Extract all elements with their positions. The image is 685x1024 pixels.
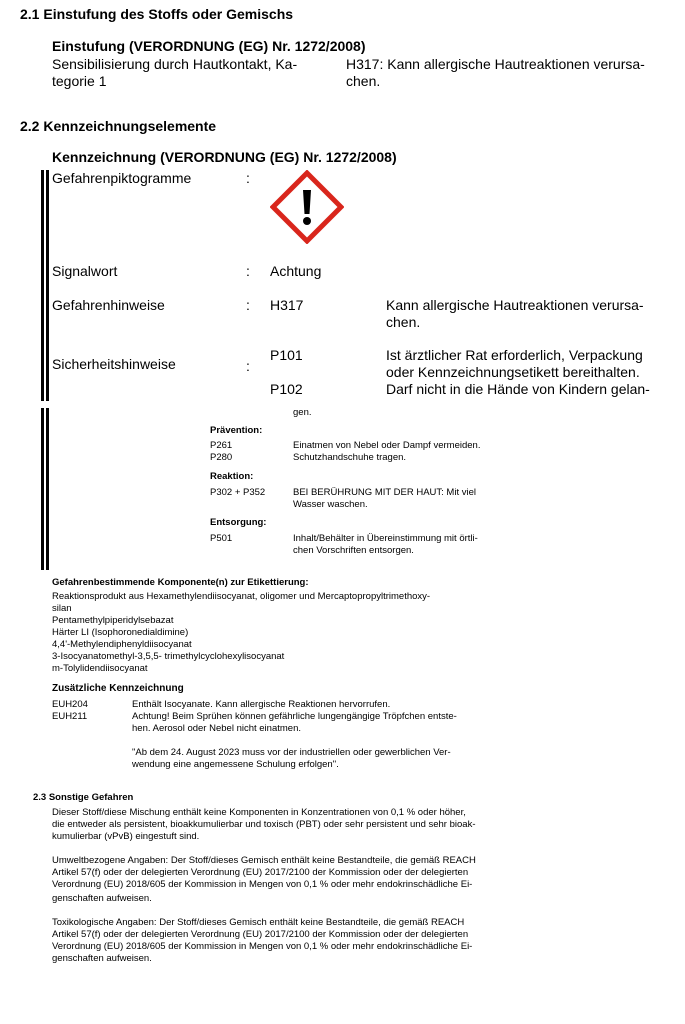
prevention-heading: Prävention: bbox=[210, 425, 263, 436]
component-item: 4,4'-Methylendiphenyldiisocyanat bbox=[52, 639, 192, 650]
p101-code: P101 bbox=[270, 347, 303, 363]
toxicology-paragraph-line: Verordnung (EU) 2018/605 der Kommission in Mengen von 0,1 % oder mehr endokrinschädliche Ei- bbox=[52, 941, 473, 952]
signal-word-value: Achtung bbox=[270, 263, 322, 279]
pbt-paragraph-line: Dieser Stoff/diese Mischung enthält keine Komponenten in Konzentrationen von 0,1 % oder höher, bbox=[52, 807, 466, 818]
disposal-heading: Entsorgung: bbox=[210, 517, 267, 528]
training-note-line-2: wendung eine angemessene Schulung erfolgen". bbox=[132, 759, 339, 770]
additional-labelling-heading: Zusätzliche Kennzeichnung bbox=[52, 683, 184, 694]
toxicology-paragraph-line: Artikel 57(f) oder der delegierten Verordnung (EU) 2017/2100 der Kommission oder der delegierten bbox=[52, 929, 469, 940]
components-heading: Gefahrenbestimmende Komponente(n) zur Etikettierung: bbox=[52, 577, 309, 588]
p102-code: P102 bbox=[270, 381, 303, 397]
component-item: silan bbox=[52, 603, 72, 614]
component-item: Pentamethylpiperidylsebazat bbox=[52, 615, 174, 626]
colon: : bbox=[246, 263, 250, 279]
colon: : bbox=[246, 358, 250, 374]
hazard-text-line-1: Kann allergische Hautreaktionen verursa- bbox=[386, 297, 644, 313]
hazard-code: H317 bbox=[270, 297, 304, 313]
p101-text-line-1: Ist ärztlicher Rat erforderlich, Verpackung bbox=[386, 347, 643, 363]
revision-bar bbox=[46, 170, 49, 401]
environment-paragraph-line: Verordnung (EU) 2018/605 der Kommission in Mengen von 0,1 % oder mehr endokrinschädliche Ei- bbox=[52, 879, 473, 890]
hazard-statement-line-1: H317: Kann allergische Hautreaktionen verursa- bbox=[346, 56, 645, 72]
labelling-subheading: Kennzeichnung (VERORDNUNG (EG) Nr. 1272/2008) bbox=[52, 149, 397, 165]
p302-text-line-2: Wasser waschen. bbox=[293, 499, 368, 510]
p261-code: P261 bbox=[210, 440, 233, 451]
component-item: 3-Isocyanatomethyl-3,5,5- trimethylcyclohexylisocyanat bbox=[52, 651, 285, 662]
p302-code: P302 + P352 bbox=[210, 487, 266, 498]
pictogram-label: Gefahrenpiktogramme bbox=[52, 170, 192, 186]
euh211-text-line-1: Achtung! Beim Sprühen können gefährliche lungengängige Tröpfchen entste- bbox=[132, 711, 457, 722]
environment-paragraph-line: Artikel 57(f) oder der delegierten Verordnung (EU) 2017/2100 der Kommission oder der delegierten bbox=[52, 867, 469, 878]
euh211-text-line-2: hen. Aerosol oder Nebel nicht einatmen. bbox=[132, 723, 301, 734]
p101-text-line-2: oder Kennzeichnungsetikett bereithalten. bbox=[386, 364, 640, 380]
component-item: Reaktionsprodukt aus Hexamethylendiisocyanat, oligomer und Mercaptopropyltrimethoxy- bbox=[52, 591, 431, 602]
section-2-2-heading: 2.2 Kennzeichnungselemente bbox=[20, 118, 217, 134]
euh204-text: Enthält Isocyanate. Kann allergische Reaktionen hervorrufen. bbox=[132, 699, 391, 710]
revision-bar bbox=[41, 408, 44, 570]
p280-text: Schutzhandschuhe tragen. bbox=[293, 452, 407, 463]
p102-text-line-2: gen. bbox=[293, 407, 312, 418]
component-item: Härter LI (Isophoronedialdimine) bbox=[52, 627, 189, 638]
p102-text-line-1: Darf nicht in die Hände von Kindern gelan- bbox=[386, 381, 650, 397]
hazard-label: Gefahrenhinweise bbox=[52, 297, 165, 313]
p501-text-line-2: chen Vorschriften entsorgen. bbox=[293, 545, 414, 556]
colon: : bbox=[246, 170, 250, 186]
colon: : bbox=[246, 297, 250, 313]
classification-subheading: Einstufung (VERORDNUNG (EG) Nr. 1272/2008) bbox=[52, 38, 366, 54]
hazard-statement-line-2: chen. bbox=[346, 73, 381, 89]
environment-paragraph-line: genschaften aufweisen. bbox=[52, 893, 152, 904]
environment-paragraph-line: Umweltbezogene Angaben: Der Stoff/dieses Gemisch enthält keine Bestandteile, die gemäß REACH bbox=[52, 855, 476, 866]
component-item: m-Tolylidendiisocyanat bbox=[52, 663, 148, 674]
p501-text-line-1: Inhalt/Behälter in Übereinstimmung mit örtli- bbox=[293, 533, 478, 544]
pbt-paragraph-line: kumulierbar (vPvB) eingestuft sind. bbox=[52, 831, 200, 842]
classification-line-2: tegorie 1 bbox=[52, 73, 107, 89]
section-2-1-heading: 2.1 Einstufung des Stoffs oder Gemischs bbox=[20, 6, 294, 22]
pbt-paragraph-line: die entweder als persistent, bioakkumulierbar und toxisch (PBT) oder sehr persistent und sehr bioak- bbox=[52, 819, 476, 830]
hazard-text-line-2: chen. bbox=[386, 314, 421, 330]
p501-code: P501 bbox=[210, 533, 233, 544]
training-note-line-1: "Ab dem 24. August 2023 muss vor der industriellen oder gewerblichen Ver- bbox=[132, 747, 451, 758]
euh204-code: EUH204 bbox=[52, 699, 88, 710]
p280-code: P280 bbox=[210, 452, 233, 463]
classification-line-1: Sensibilisierung durch Hautkontakt, Ka- bbox=[52, 56, 298, 72]
toxicology-paragraph-line: genschaften aufweisen. bbox=[52, 953, 152, 964]
revision-bar bbox=[41, 170, 44, 401]
euh211-code: EUH211 bbox=[52, 711, 88, 722]
signal-word-label: Signalwort bbox=[52, 263, 118, 279]
safety-label: Sicherheitshinweise bbox=[52, 356, 176, 372]
revision-bar bbox=[46, 408, 49, 570]
section-2-3-heading: 2.3 Sonstige Gefahren bbox=[33, 792, 134, 803]
p302-text-line-1: BEI BERÜHRUNG MIT DER HAUT: Mit viel bbox=[293, 487, 476, 498]
reaction-heading: Reaktion: bbox=[210, 471, 254, 482]
exclamation-mark-ghs07-icon bbox=[270, 170, 344, 244]
toxicology-paragraph-line: Toxikologische Angaben: Der Stoff/dieses Gemisch enthält keine Bestandteile, die gemäß REACH bbox=[52, 917, 465, 928]
p261-text: Einatmen von Nebel oder Dampf vermeiden. bbox=[293, 440, 481, 451]
